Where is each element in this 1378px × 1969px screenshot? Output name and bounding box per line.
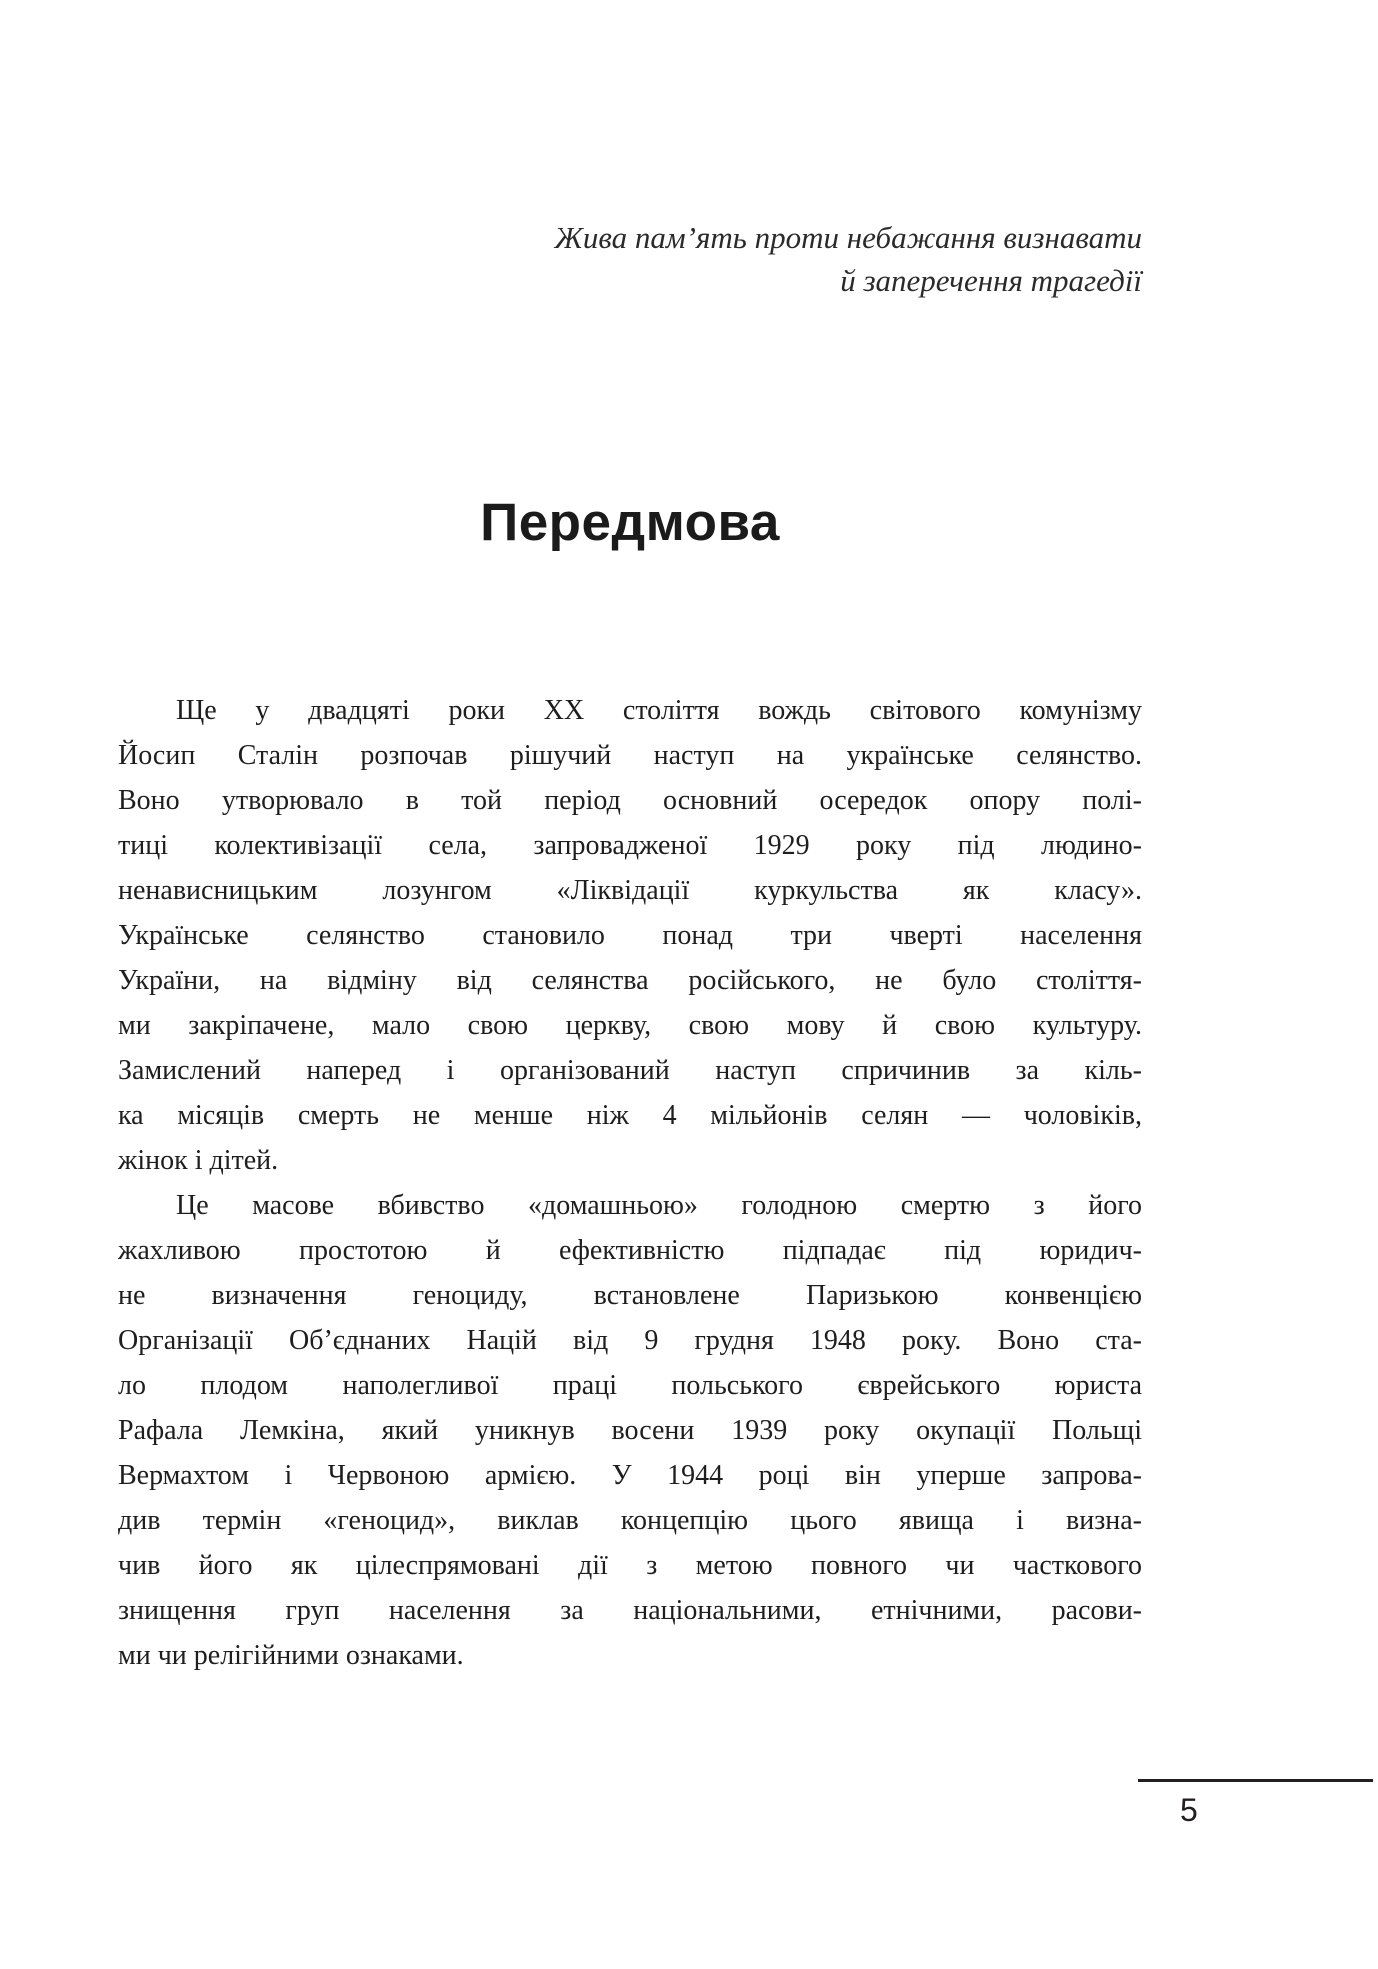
body-line: Рафала Лемкіна, який уникнув восени 1939 року окупації Польщі xyxy=(118,1415,1142,1446)
body-line: Вермахтом і Червоною армією. У 1944 році він уперше запрова- xyxy=(118,1460,1142,1491)
body-line: ненависницьким лозунгом «Ліквідації куркульства як класу». xyxy=(118,875,1142,906)
epigraph-line-2: й заперечення трагедії xyxy=(840,263,1142,298)
body-line: Організації Об’єднаних Націй від 9 грудня 1948 року. Воно ста- xyxy=(118,1325,1142,1356)
body-line: жахливою простотою й ефективністю підпадає під юридич- xyxy=(118,1235,1142,1266)
body-line: тиці колективізації села, запровадженої 1929 року під людино- xyxy=(118,830,1142,861)
body-line: Воно утворювало в той період основний осередок опору полі- xyxy=(118,785,1142,816)
body-line: чив його як цілеспрямовані дії з метою повного чи часткового xyxy=(118,1550,1142,1581)
body-text xyxy=(118,688,1142,1678)
chapter-title: Передмова xyxy=(480,493,780,552)
body-line: Українське селянство становило понад три чверті населення xyxy=(118,920,1142,951)
body-line: не визначення геноциду, встановлене Паризькою конвенцією xyxy=(118,1280,1142,1311)
body-line: України, на відміну від селянства російського, не було століття- xyxy=(118,965,1142,996)
body-line: знищення груп населення за національними, етнічними, расови- xyxy=(118,1595,1142,1626)
epigraph xyxy=(554,216,1142,302)
body-line: ми закріпачене, мало свою церкву, свою мову й свою культуру. xyxy=(118,1010,1142,1041)
body-line: ка місяців смерть не менше ніж 4 мільйонів селян — чоловіків, xyxy=(118,1100,1142,1131)
body-line: Замислений наперед і організований наступ спричинив за кіль- xyxy=(118,1055,1142,1086)
footer-rule xyxy=(1138,1779,1373,1782)
body-line: Ще у двадцяті роки ХХ століття вождь світового комунізму xyxy=(176,695,1142,726)
epigraph-line-1: Жива пам’ять проти небажання визнавати xyxy=(554,220,1142,255)
body-line: ми чи релігійними ознаками. xyxy=(118,1640,464,1671)
page-number: 5 xyxy=(1180,1792,1198,1828)
body-line: ло плодом наполегливої праці польського єврейського юриста xyxy=(118,1370,1142,1401)
body-line: жінок і дітей. xyxy=(118,1145,279,1176)
body-line: Це масове вбивство «домашньою» голодною смертю з його xyxy=(176,1190,1142,1221)
body-line: Йосип Сталін розпочав рішучий наступ на українське селянство. xyxy=(118,740,1142,771)
body-line: див термін «геноцид», виклав концепцію цього явища і визна- xyxy=(118,1505,1142,1536)
